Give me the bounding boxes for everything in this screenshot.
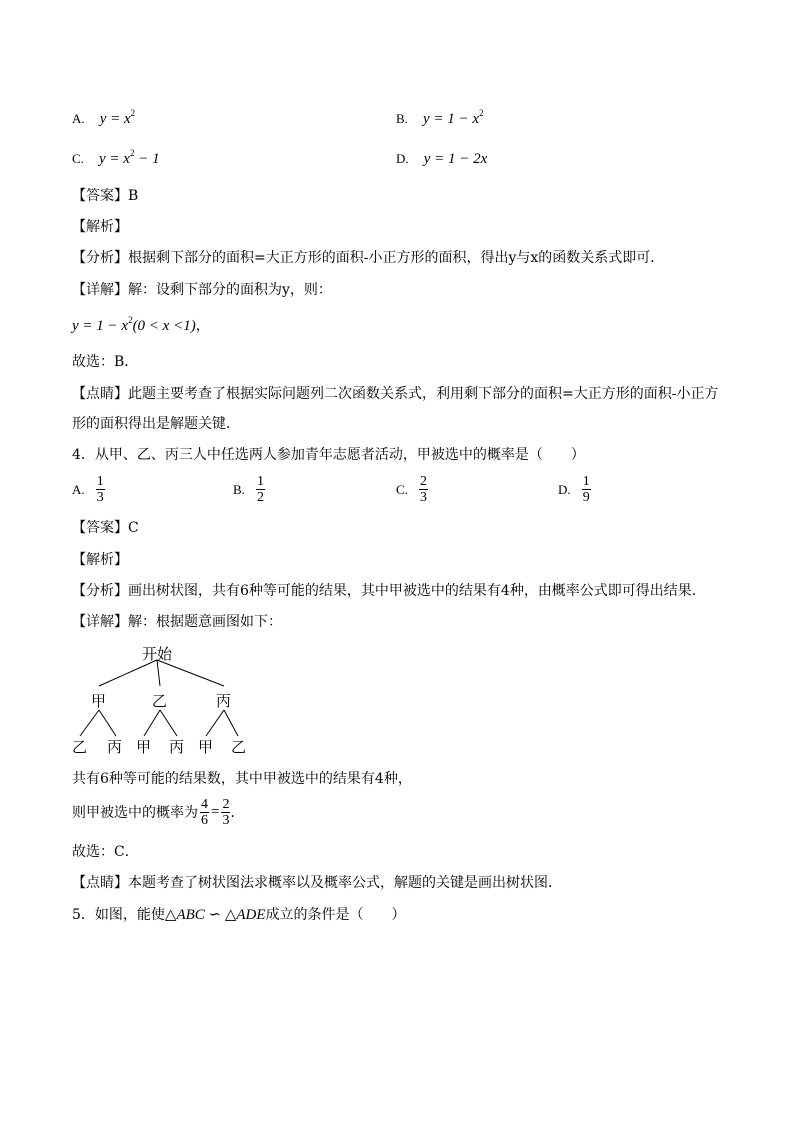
formula-domain: (0 < x <1) <box>132 318 196 334</box>
fraction-numerator: 1 <box>582 474 590 489</box>
tree-node-l1: 丙 <box>216 692 232 710</box>
edge-jia-bing <box>99 710 116 736</box>
dianjing-line-2: 形的面积得出是解题关键． <box>72 416 240 432</box>
analysis-heading: 【解析】 <box>72 219 128 235</box>
tree-node-l2: 乙 <box>72 738 88 756</box>
edge-yi-jia <box>144 710 160 736</box>
tree-node-l1: 乙 <box>152 692 168 710</box>
choose-line: 故选：C． <box>72 844 139 860</box>
tree-node-l2: 丙 <box>107 738 123 756</box>
analysis-fenxi: 【分析】根据剩下部分的面积=大正方形的面积-小正方形的面积，得出y与x的函数关系式即可． <box>72 250 665 266</box>
dianjing-line: 【点睛】本题考查了树状图法求概率以及概率公式，解题的关键是画出树状图． <box>72 875 562 891</box>
tree-root: 开始 <box>142 645 173 663</box>
probability-fraction-2 <box>221 797 230 828</box>
choose-line: 故选：B． <box>72 354 139 370</box>
fraction-denominator: 6 <box>201 813 208 828</box>
tree-node-l2: 甲 <box>136 738 152 756</box>
equals-sign: = <box>211 804 220 820</box>
tree-node-l2: 甲 <box>198 738 214 756</box>
option-label: A. <box>72 482 85 497</box>
option-math: y = x <box>99 151 130 167</box>
option-math-tail: − 1 <box>134 151 160 167</box>
fraction-numerator: 2 <box>222 797 230 812</box>
option-label: C. <box>396 482 408 497</box>
question-5-suffix: 成立的条件是（ ） <box>265 907 406 923</box>
formula-main: y = 1 − x <box>72 318 129 334</box>
fraction-numerator: 1 <box>257 474 265 489</box>
edge-jia-yi <box>80 710 99 736</box>
option-sup: 2 <box>130 108 136 118</box>
option-math: y = x <box>99 111 131 127</box>
option-label: D. <box>396 151 409 166</box>
probability-line <box>72 797 244 828</box>
option-label: D. <box>558 482 571 497</box>
option-sup: 2 <box>479 108 484 118</box>
answer-line: 【答案】C <box>72 520 139 536</box>
option-label: A. <box>72 111 85 126</box>
edge-bing-jia <box>206 710 224 736</box>
tree-node-l2: 丙 <box>169 738 185 756</box>
tree-node-l2: 乙 <box>231 738 247 756</box>
answer-line: 【答案】B <box>72 188 139 204</box>
fraction-denominator: 3 <box>420 490 428 505</box>
analysis-fenxi: 【分析】画出树状图，共有6种等可能的结果，其中甲被选中的结果有4种，由概率公式即可得出结果． <box>72 583 706 599</box>
option-label: C. <box>72 151 84 166</box>
option-label: B. <box>396 111 408 126</box>
analysis-xiangjie: 【详解】解：设剩下部分的面积为y，则： <box>72 282 332 298</box>
question-5-stem <box>72 904 406 924</box>
formula-sup: 2 <box>128 315 133 325</box>
total-outcomes-line: 共有6种等可能的结果数，其中甲被选中的结果有4种， <box>72 771 412 787</box>
tree-node-l1: 甲 <box>91 692 107 710</box>
analysis-xiangjie: 【详解】解：根据题意画图如下： <box>72 614 282 630</box>
edge-bing-yi <box>224 710 238 736</box>
probability-fraction-1 <box>200 797 209 828</box>
question-4-stem: 4．从甲、乙、丙三人中任选两人参加青年志愿者活动，甲被选中的概率是（ ） <box>72 447 585 463</box>
probability-end: ． <box>230 804 245 821</box>
fraction-denominator: 2 <box>257 490 265 505</box>
option-math: y = 1 − 2x <box>423 151 488 167</box>
fraction-numerator: 4 <box>201 797 208 812</box>
probability-prefix: 则甲被选中的概率为 <box>72 804 198 821</box>
fraction-denominator: 3 <box>222 813 230 828</box>
fraction-denominator: 9 <box>582 490 590 505</box>
edge-yi-bing <box>160 710 177 736</box>
question-5-prefix: 5．如图，能使 <box>72 907 165 923</box>
fraction-numerator: 2 <box>420 474 428 489</box>
option-label: B. <box>233 482 245 497</box>
option-math: y = 1 − x <box>423 111 480 127</box>
fraction-denominator: 3 <box>96 490 104 505</box>
question-5-math: △ABC ∽ △ADE <box>164 907 266 923</box>
formula-end: ， <box>195 318 210 334</box>
dianjing-line-1: 【点睛】此题主要考查了根据实际问题列二次函数关系式，利用剩下部分的面积=大正方形的面积-小正方 <box>72 386 719 402</box>
option-sup: 2 <box>129 148 135 158</box>
fraction-numerator: 1 <box>96 474 104 489</box>
analysis-heading: 【解析】 <box>72 552 128 568</box>
